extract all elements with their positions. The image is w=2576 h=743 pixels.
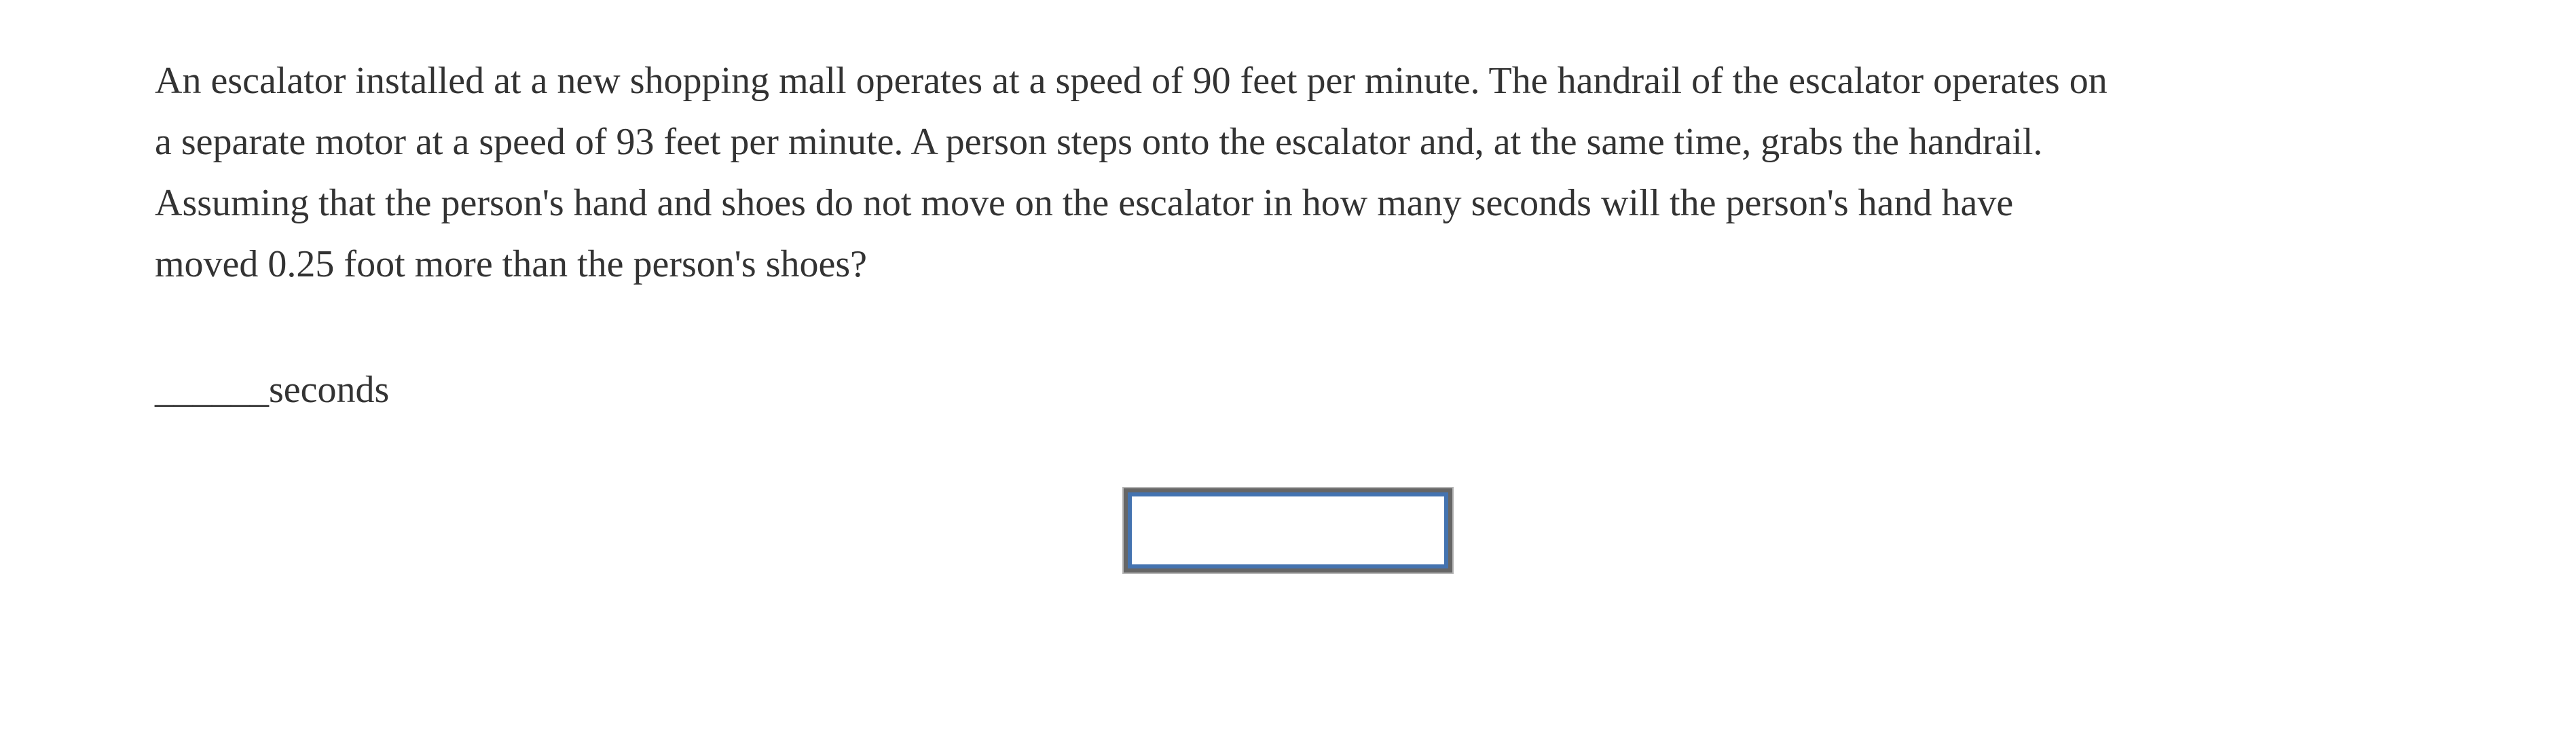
- problem-statement: [0, 0, 2576, 295]
- problem-text-line-2: a separate motor at a speed of 93 feet per minute. A person steps onto the escalator and, at the same time, grabs the handrail.: [155, 121, 2043, 163]
- problem-text-line-1: An escalator installed at a new shopping mall operates at a speed of 90 feet per minute. The handrail of the escalator operates on: [155, 60, 2108, 102]
- answer-blank: ______: [155, 369, 269, 411]
- answer-line: [0, 359, 2576, 420]
- problem-text-line-3: Assuming that the person's hand and shoes do not move on the escalator in how many seconds will the person's hand have: [155, 182, 2014, 224]
- answer-input[interactable]: [1124, 488, 1452, 573]
- answer-unit-label: seconds: [269, 369, 390, 411]
- problem-text-line-4: moved 0.25 foot more than the person's shoes?: [155, 243, 867, 285]
